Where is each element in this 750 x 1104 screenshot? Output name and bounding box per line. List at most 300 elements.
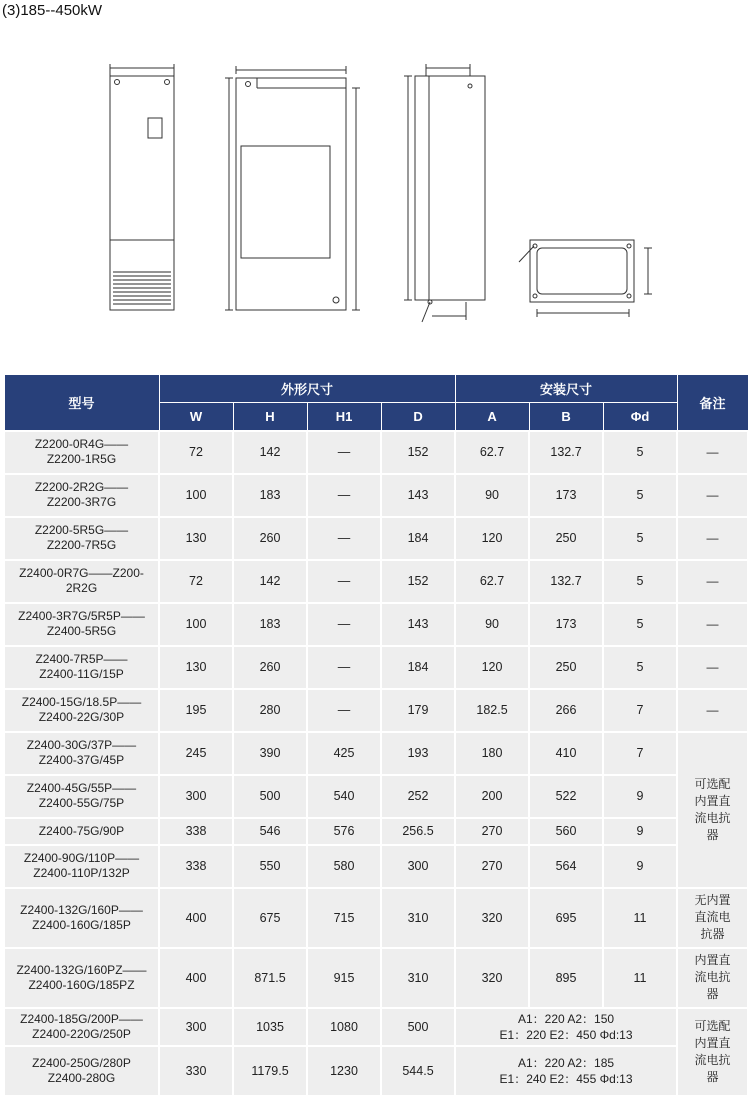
note-cell-line: 器 (706, 987, 719, 1001)
d-cell (381, 603, 455, 646)
w-cell-line: 130 (185, 531, 207, 545)
phi-d-cell-line: 5 (636, 445, 644, 459)
h-cell (233, 1046, 307, 1096)
h-cell (233, 1008, 307, 1046)
d-cell (381, 474, 455, 517)
w-cell-line: 400 (185, 970, 207, 985)
model-cell (4, 818, 159, 845)
model-cell (4, 1008, 159, 1046)
d-cell-line: 310 (407, 910, 429, 925)
a-cell (455, 732, 529, 775)
model-cell-line: Z2400-11G/15P (39, 667, 124, 681)
table-row (4, 888, 748, 948)
model-cell (4, 517, 159, 560)
mount-note-cell-line: E1：240 E2：455 Φd:13 (499, 1071, 633, 1086)
model-cell-line: Z2400-22G/30P (38, 710, 125, 724)
h-cell-line: 280 (259, 703, 281, 717)
a-cell (455, 775, 529, 818)
a-cell-line: 90 (485, 488, 499, 502)
w-cell (159, 646, 233, 689)
mount-note-cell (455, 1008, 677, 1046)
a-cell (455, 603, 529, 646)
b-cell (529, 948, 603, 1008)
h1-cell-line: — (337, 703, 351, 717)
table-row (4, 474, 748, 517)
a-cell (455, 646, 529, 689)
h-cell-line: 260 (259, 660, 281, 674)
h-cell (233, 431, 307, 474)
w-cell-line: 130 (185, 660, 207, 674)
h1-cell-line: 576 (333, 824, 355, 838)
note-cell-line: — (706, 616, 719, 631)
note-cell-optional-reactor (677, 732, 748, 888)
d-cell-line: 152 (407, 445, 429, 459)
phi-d-cell-line: 9 (636, 824, 644, 838)
group-header-outline: 外形尺寸 (159, 375, 455, 403)
w-cell (159, 845, 233, 888)
dimension-drawings (0, 40, 750, 340)
d-cell (381, 818, 455, 845)
b-cell-line: 522 (555, 789, 577, 803)
a-cell-line: 320 (481, 910, 503, 925)
model-cell-line: Z2200-2R2G—— (34, 480, 129, 494)
d-cell (381, 888, 455, 948)
table-row (4, 1046, 748, 1096)
phi-d-cell-line: 11 (633, 910, 647, 925)
h-cell-line: 1179.5 (251, 1063, 289, 1078)
w-cell (159, 888, 233, 948)
phi-d-cell-line: 5 (636, 488, 644, 502)
model-cell-line: Z2200-1R5G (46, 452, 117, 466)
w-cell-line: 400 (185, 910, 207, 925)
w-cell-line: 72 (189, 574, 203, 588)
model-cell-line: Z2400-132G/160PZ—— (16, 962, 147, 977)
a-cell-line: 62.7 (479, 445, 505, 459)
table-row (4, 775, 748, 818)
a-cell-line: 270 (481, 824, 503, 838)
table-row (4, 689, 748, 732)
a-cell (455, 888, 529, 948)
note-cell-optional-reactor (677, 1008, 748, 1096)
h1-cell-line: 540 (333, 789, 355, 803)
w-cell (159, 474, 233, 517)
note-cell-line: 抗器 (700, 927, 725, 941)
b-cell-line: 895 (555, 970, 577, 985)
w-cell (159, 517, 233, 560)
w-cell-line: 300 (185, 789, 207, 803)
h1-cell (307, 1008, 381, 1046)
note-cell-line: 无内置 (694, 893, 731, 907)
d-cell-line: 310 (407, 970, 429, 985)
h-cell-line: 260 (259, 531, 281, 545)
d-cell (381, 646, 455, 689)
d-cell-line: 500 (407, 1019, 429, 1034)
model-cell-line: Z2400-5R5G (46, 624, 117, 638)
model-cell-line: Z2400-160G/185PZ (28, 977, 135, 992)
w-cell (159, 732, 233, 775)
d-cell (381, 845, 455, 888)
a-cell (455, 845, 529, 888)
table-row (4, 603, 748, 646)
model-cell (4, 603, 159, 646)
model-cell-line: Z2400-90G/110P—— (23, 851, 140, 865)
b-cell (529, 517, 603, 560)
model-cell-line: Z2400-55G/75P (38, 796, 125, 810)
h-cell (233, 560, 307, 603)
model-cell-line: Z2400-132G/160P—— (20, 902, 143, 917)
col-header-note: 备注 (677, 375, 748, 431)
model-cell-line: Z2400-75G/90P (38, 823, 125, 838)
d-cell (381, 1046, 455, 1096)
phi-d-cell (603, 431, 677, 474)
b-cell-line: 564 (555, 859, 577, 873)
h1-cell (307, 1046, 381, 1096)
w-cell-line: 330 (185, 1063, 207, 1078)
model-cell-line: Z2400-15G/18.5P—— (21, 695, 142, 709)
d-cell (381, 689, 455, 732)
note-cell-line: — (706, 702, 719, 717)
h1-cell-line: 580 (333, 859, 355, 873)
note-cell (677, 646, 748, 689)
model-cell (4, 560, 159, 603)
note-cell (677, 517, 748, 560)
model-cell-line: Z2200-7R5G (46, 538, 117, 552)
h-cell-line: 500 (259, 789, 281, 803)
d-cell-line: 184 (407, 660, 429, 674)
model-cell-line: Z2400-110P/132P (33, 866, 130, 880)
b-cell (529, 775, 603, 818)
d-cell (381, 431, 455, 474)
note-cell-optional-reactor-line: 内置直 (694, 793, 731, 808)
model-cell-line: Z2400-30G/37P—— (26, 738, 137, 752)
table-row (4, 845, 748, 888)
b-cell-line: 250 (555, 531, 577, 545)
a-cell-line: 120 (481, 660, 503, 674)
w-cell-line: 100 (185, 617, 207, 631)
h-cell-line: 142 (259, 574, 281, 588)
phi-d-cell (603, 888, 677, 948)
phi-d-cell-line: 7 (636, 703, 644, 717)
h1-cell-line: 1230 (330, 1063, 358, 1078)
note-cell-line: — (706, 444, 719, 459)
w-cell-line: 245 (185, 746, 207, 760)
h1-cell-line: — (337, 574, 351, 588)
top-view-drawing (404, 64, 485, 322)
a-cell-line: 200 (481, 789, 503, 803)
table-row (4, 431, 748, 474)
h1-cell-line: — (337, 445, 351, 459)
h-cell (233, 818, 307, 845)
phi-d-cell (603, 603, 677, 646)
model-cell-line: Z2400-7R5P—— (35, 652, 128, 666)
phi-d-cell (603, 517, 677, 560)
model-cell-line: Z2400-45G/55P—— (26, 781, 137, 795)
h-cell-line: 183 (259, 617, 281, 631)
col-header-h: H (233, 403, 307, 431)
b-cell-line: 410 (555, 746, 577, 760)
model-cell (4, 1046, 159, 1096)
mount-note-cell-line: E1：220 E2：450 Φd:13 (499, 1027, 633, 1042)
col-header-model: 型号 (4, 375, 159, 431)
note-cell-optional-reactor-line: 可选配 (694, 1018, 731, 1033)
h1-cell (307, 689, 381, 732)
w-cell-line: 72 (189, 445, 203, 459)
d-cell-line: 544.5 (402, 1063, 434, 1078)
model-cell (4, 431, 159, 474)
note-cell-line: 内置直 (694, 953, 731, 967)
mount-note-cell (455, 1046, 677, 1096)
h1-cell-line: — (337, 531, 351, 545)
phi-d-cell-line: 5 (636, 660, 644, 674)
a-cell-line: 62.7 (479, 574, 505, 588)
group-header-mount: 安装尺寸 (455, 375, 677, 403)
h1-cell (307, 474, 381, 517)
a-cell-line: 270 (481, 859, 503, 873)
d-cell (381, 775, 455, 818)
mount-note-cell-line: A1：220 A2：150 (517, 1011, 615, 1026)
d-cell-line: 152 (407, 574, 429, 588)
model-cell-line: Z2400-160G/185P (32, 917, 131, 932)
model-cell (4, 732, 159, 775)
model-cell-line: Z2400-220G/250P (32, 1026, 131, 1041)
phi-d-cell-line: 11 (633, 970, 647, 985)
h-cell (233, 474, 307, 517)
b-cell (529, 689, 603, 732)
b-cell-line: 560 (555, 824, 577, 838)
phi-d-cell-line: 5 (636, 531, 644, 545)
b-cell (529, 818, 603, 845)
b-cell-line: 695 (555, 910, 577, 925)
b-cell (529, 646, 603, 689)
note-cell (677, 948, 748, 1008)
h1-cell-line: — (337, 660, 351, 674)
d-cell-line: 300 (407, 859, 429, 873)
phi-d-cell-line: 7 (636, 746, 644, 760)
col-header-d: D (381, 403, 455, 431)
h1-cell-line: 1080 (330, 1019, 358, 1034)
table-header (4, 375, 748, 431)
d-cell (381, 560, 455, 603)
h1-cell (307, 431, 381, 474)
table-row (4, 948, 748, 1008)
phi-d-cell (603, 474, 677, 517)
h1-cell-line: — (337, 617, 351, 631)
h-cell-line: 183 (259, 488, 281, 502)
h1-cell (307, 775, 381, 818)
h1-cell (307, 845, 381, 888)
table-row (4, 517, 748, 560)
w-cell-line: 338 (185, 859, 207, 873)
model-cell (4, 948, 159, 1008)
h-cell (233, 732, 307, 775)
side-view-drawing (225, 66, 360, 310)
model-cell (4, 474, 159, 517)
note-cell-line: — (706, 573, 719, 588)
b-cell-line: 132.7 (550, 574, 582, 588)
a-cell (455, 948, 529, 1008)
b-cell (529, 888, 603, 948)
table-row (4, 560, 748, 603)
b-cell-line: 266 (555, 703, 577, 717)
front-view-drawing (110, 64, 174, 310)
h-cell-line: 546 (259, 824, 281, 838)
phi-d-cell (603, 845, 677, 888)
note-cell-line: — (706, 487, 719, 502)
h-cell (233, 646, 307, 689)
d-cell-line: 193 (407, 746, 429, 760)
phi-d-cell (603, 775, 677, 818)
d-cell (381, 1008, 455, 1046)
note-cell (677, 888, 748, 948)
note-cell (677, 431, 748, 474)
h-cell (233, 689, 307, 732)
a-cell-line: 120 (481, 531, 503, 545)
d-cell-line: 252 (407, 789, 429, 803)
h-cell-line: 550 (259, 859, 281, 873)
a-cell (455, 689, 529, 732)
table-row (4, 732, 748, 775)
mounting-view-drawing (519, 240, 652, 317)
note-cell (677, 603, 748, 646)
d-cell (381, 948, 455, 1008)
h-cell-line: 1035 (256, 1019, 284, 1034)
phi-d-cell-line: 5 (636, 574, 644, 588)
note-cell-optional-reactor-line: 流电抗 (694, 810, 731, 825)
phi-d-cell-line: 9 (636, 789, 644, 803)
model-cell-line: Z2400-37G/45P (38, 753, 125, 767)
phi-d-cell (603, 818, 677, 845)
model-cell-line: Z2200-5R5G—— (34, 523, 129, 537)
note-cell-optional-reactor-line: 器 (706, 827, 719, 842)
w-cell (159, 431, 233, 474)
model-cell (4, 888, 159, 948)
table-row (4, 818, 748, 845)
model-cell-line: Z2400-185G/200P—— (20, 1011, 143, 1026)
model-cell-line: Z2400-280G (47, 1070, 116, 1085)
b-cell-line: 173 (555, 617, 577, 631)
d-cell-line: 184 (407, 531, 429, 545)
w-cell (159, 775, 233, 818)
col-header-phi-d: Φd (603, 403, 677, 431)
d-cell-line: 256.5 (402, 824, 434, 838)
h1-cell (307, 948, 381, 1008)
h1-cell (307, 818, 381, 845)
a-cell (455, 818, 529, 845)
a-cell-line: 180 (481, 746, 503, 760)
note-cell-optional-reactor-line: 器 (706, 1069, 719, 1084)
col-header-b: B (529, 403, 603, 431)
b-cell-line: 250 (555, 660, 577, 674)
b-cell (529, 431, 603, 474)
b-cell (529, 603, 603, 646)
model-cell-line: Z2200-0R4G—— (34, 437, 129, 451)
h1-cell-line: 425 (333, 746, 355, 760)
h-cell (233, 517, 307, 560)
w-cell (159, 689, 233, 732)
note-cell (677, 560, 748, 603)
model-cell-line: Z2400-250G/280P (32, 1055, 131, 1070)
phi-d-cell (603, 732, 677, 775)
w-cell (159, 1008, 233, 1046)
h-cell (233, 603, 307, 646)
note-cell-line: 流电抗 (694, 970, 731, 984)
model-cell (4, 775, 159, 818)
model-cell-line: Z2400-0R7G——Z200- (19, 566, 144, 580)
h1-cell (307, 603, 381, 646)
model-cell-line: 2R2G (65, 581, 98, 595)
phi-d-cell-line: 5 (636, 617, 644, 631)
col-header-a: A (455, 403, 529, 431)
model-cell (4, 689, 159, 732)
w-cell-line: 100 (185, 488, 207, 502)
model-cell (4, 845, 159, 888)
h-cell-line: 142 (259, 445, 281, 459)
table-row (4, 1008, 748, 1046)
phi-d-cell (603, 646, 677, 689)
note-cell (677, 474, 748, 517)
w-cell (159, 1046, 233, 1096)
h-cell (233, 775, 307, 818)
note-cell (677, 689, 748, 732)
h-cell (233, 948, 307, 1008)
mount-note-cell-line: A1：220 A2：185 (517, 1055, 615, 1070)
model-cell-line: Z2400-3R7G/5R5P—— (18, 609, 145, 623)
b-cell (529, 474, 603, 517)
h1-cell-line: — (337, 488, 351, 502)
page-heading: (3)185--450kW (2, 2, 103, 19)
model-cell (4, 646, 159, 689)
a-cell-line: 182.5 (476, 703, 508, 717)
h1-cell-line: 915 (333, 970, 355, 985)
col-header-w: W (159, 403, 233, 431)
h1-cell (307, 517, 381, 560)
phi-d-cell-line: 9 (636, 859, 644, 873)
model-cell-line: Z2200-3R7G (46, 495, 117, 509)
w-cell (159, 818, 233, 845)
h1-cell (307, 732, 381, 775)
a-cell-line: 90 (485, 617, 499, 631)
h-cell-line: 871.5 (254, 970, 286, 985)
b-cell (529, 560, 603, 603)
note-cell-optional-reactor-line: 内置直 (694, 1035, 731, 1050)
phi-d-cell (603, 560, 677, 603)
w-cell (159, 603, 233, 646)
h-cell-line: 675 (259, 910, 281, 925)
col-header-h1: H1 (307, 403, 381, 431)
w-cell-line: 300 (185, 1019, 207, 1034)
phi-d-cell (603, 689, 677, 732)
b-cell (529, 732, 603, 775)
h-cell (233, 845, 307, 888)
h-cell (233, 888, 307, 948)
table-body (4, 431, 748, 1096)
b-cell-line: 132.7 (550, 445, 582, 459)
w-cell-line: 195 (185, 703, 207, 717)
d-cell-line: 143 (407, 617, 429, 631)
a-cell (455, 517, 529, 560)
d-cell-line: 143 (407, 488, 429, 502)
a-cell-line: 320 (481, 970, 503, 985)
note-cell-optional-reactor-line: 可选配 (694, 776, 731, 791)
note-cell-line: 直流电 (694, 910, 731, 924)
d-cell-line: 179 (407, 703, 429, 717)
h1-cell-line: 715 (333, 910, 355, 925)
h-cell-line: 390 (259, 746, 281, 760)
w-cell-line: 338 (185, 824, 207, 838)
d-cell (381, 732, 455, 775)
a-cell (455, 560, 529, 603)
w-cell (159, 560, 233, 603)
